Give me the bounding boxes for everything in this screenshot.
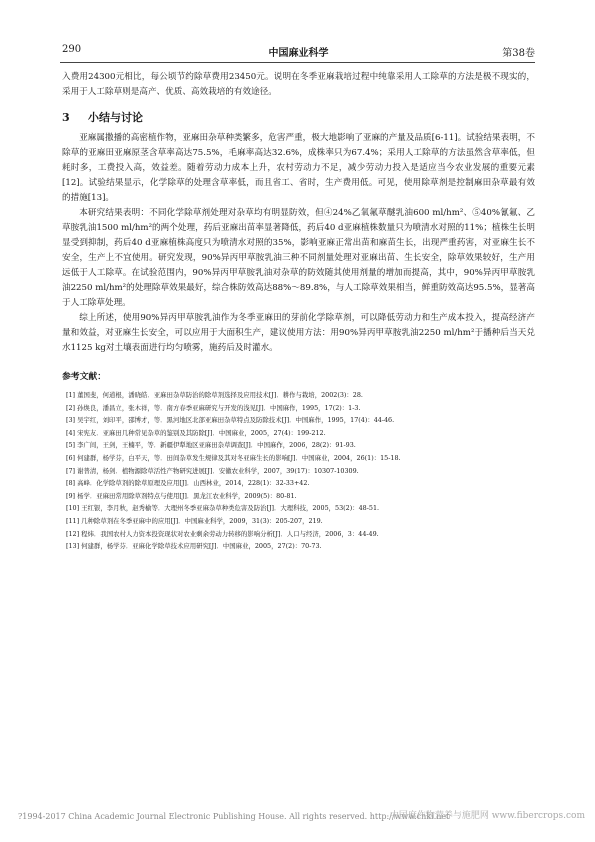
section-heading: [62, 110, 535, 125]
reference-item: [1] 董国斐，何道根，潘晓皓．亚麻田杂草防治的除草剂选择及应用技术[J]．耕作与栽培，2002(3)：28.: [66, 391, 363, 399]
running-header: [62, 44, 535, 58]
reference-item: [3] 吴宇红，刘印平，邵博才，等．黑河地区北部亚麻田杂草特点及防除技术[J]．中国麻作，1995，17(4)：44-46.: [66, 416, 395, 425]
copyright-notice: ?1994-2017 China Academic Journal Electronic Publishing House. All rights reserved. http://www.cnki.net: [18, 812, 450, 821]
watermark: 中国麻作物营养与施肥网 www.fibercrops.com: [389, 811, 585, 821]
page-number: 290: [62, 44, 82, 55]
reference-item: [5] 李广间，王剑，王楠平，等．新疆伊犁地区亚麻田杂草调查[J]．中国麻作，2006，28(2)：91-93.: [66, 441, 356, 450]
paragraph: 亚麻属撒播的高密植作物，亚麻田杂草种类繁多，危害严重，极大地影响了亚麻的产量及品质[6-11]。试验结果表明，不除草的亚麻田亚麻原茎含草率高达75.5%，毛麻率高达32.6%，成株率只为67.4%；采用人工除草的方法虽然含草率低，但耗时多，工费投入高，效益差。随着劳动力成本上升，农村劳动力不足，减少劳动力投入是适应当今农业发展的重要元素[12]。试验结果显示，化学除草的处理含草率低，而且省工、省时，生产费用低。可见，使用除草剂是控制麻田杂草最有效的措施[13]。: [62, 133, 535, 203]
references-heading: 参考文献：: [62, 372, 106, 382]
reference-item: [12] 程炜．我国农村人力资本投资现状对农业剩余劳动力转移的影响分析[J]．人口与经济，2006，3：44-49.: [66, 529, 379, 538]
reference-item: [2] 孙焕良，潘昌立，张木祥，等．南方春季亚麻研究与开发的浅见[J]．中国麻作，1995，17(2)：1-3.: [66, 403, 361, 412]
paragraph: 本研究结果表明：不同化学除草剂处理对杂草均有明显防效，但④24%乙氧氟草醚乳油600 ml/hm²、⑤40%氰氟、乙草胺乳油1500 ml/hm²的两个处理，药后亚麻出苗率显著降低，药后40 d亚麻植株数量只为喷清水对照的11%；植株生长明显受到抑制，药后40 d亚麻植株高度只为喷清水对照的35%，影响亚麻正常出苗和麻苗生长，出现严重药害，对亚麻生长不安全，生产上不宜使用。研究发现，90%异丙甲草胺乳油三种不同剂量处理对亚麻出苗、生长安全，除草效果较好，生产用远低于人工除草。在试验范围内，90%异丙甲草胺乳油对杂草的防效随其使用剂量的增加而提高，其中，90%异丙甲草胺乳油2250 ml/hm²的处理除草效果最好，综合株防效高达88%～89.8%，与人工除草效果相当，鲜重防效高达95.5%，显著高于人工除草处理。: [62, 208, 535, 308]
page-footer: [18, 812, 585, 821]
journal-title: 中国麻业科学: [268, 48, 329, 59]
reference-item: [4] 宋宪友．亚麻田几种常见杂草的鉴别及其防除[J]．中国麻业，2005，27(4)：199-212.: [66, 428, 326, 437]
volume-label: 第38卷: [502, 48, 535, 59]
reference-item: [6] 何建群，杨学芬，白平天，等．田间杂草发生规律及其对冬亚麻生长的影响[J]．中国麻业，2004，26(1)：15-18.: [66, 453, 401, 462]
reference-item: [13] 何建群，杨学芬．亚麻化学除草技术应用研究[J]．中国麻业，2005，27(2)：70-73.: [66, 542, 322, 551]
reference-item: [10] 王红银，李月秋，赵秀榆等．大理州冬季亚麻杂草种类危害及防治[J]．大理科技，2005，53(2)：48-51.: [66, 504, 380, 513]
reference-list: [62, 389, 535, 553]
section-number: 3: [62, 111, 70, 124]
section-title: 小结与讨论: [88, 111, 143, 124]
reference-item: [8] 高峰．化学除草剂的除草原理及应用[J]．山西林业，2014，228(1)：32-33+42.: [66, 479, 310, 488]
reference-item: [11] 几种除草剂在冬季亚麻中的应用[J]．中国麻业科学，2009，31(3)：205-207，219.: [66, 516, 323, 525]
reference-item: [7] 谢普清，杨剑．植物源除草活性产物研究进展[J]．安徽农业科学，2007，39(17)：10307-10309.: [66, 466, 359, 475]
article-body: [62, 70, 535, 553]
header-rule: [60, 62, 535, 63]
continued-paragraph: 入费用24300元相比，每公顷节约除草费用23450元。说明在冬季亚麻栽培过程中纯靠采用人工除草的方法是极不现实的，采用于人工除草则是高产、优质、高效栽培的有效途径。: [62, 72, 535, 97]
reference-item: [9] 杨学．亚麻田常用除草剂特点与使用[J]．黑龙江农业科学，2009(5)：80-81.: [66, 491, 297, 500]
paragraph: 综上所述，使用90%异丙甲草胺乳油作为冬季亚麻田的芽前化学除草剂，可以降低劳动力和生产成本投入，提高经济产量和效益，对亚麻生长安全，可以应用于大面积生产，建议使用方法：用90%异丙甲草胺乳油2250 ml/hm²于播种后当天兑水1125 kg对土壤表面进行均匀喷雾，施药后及时灌水。: [62, 313, 535, 353]
